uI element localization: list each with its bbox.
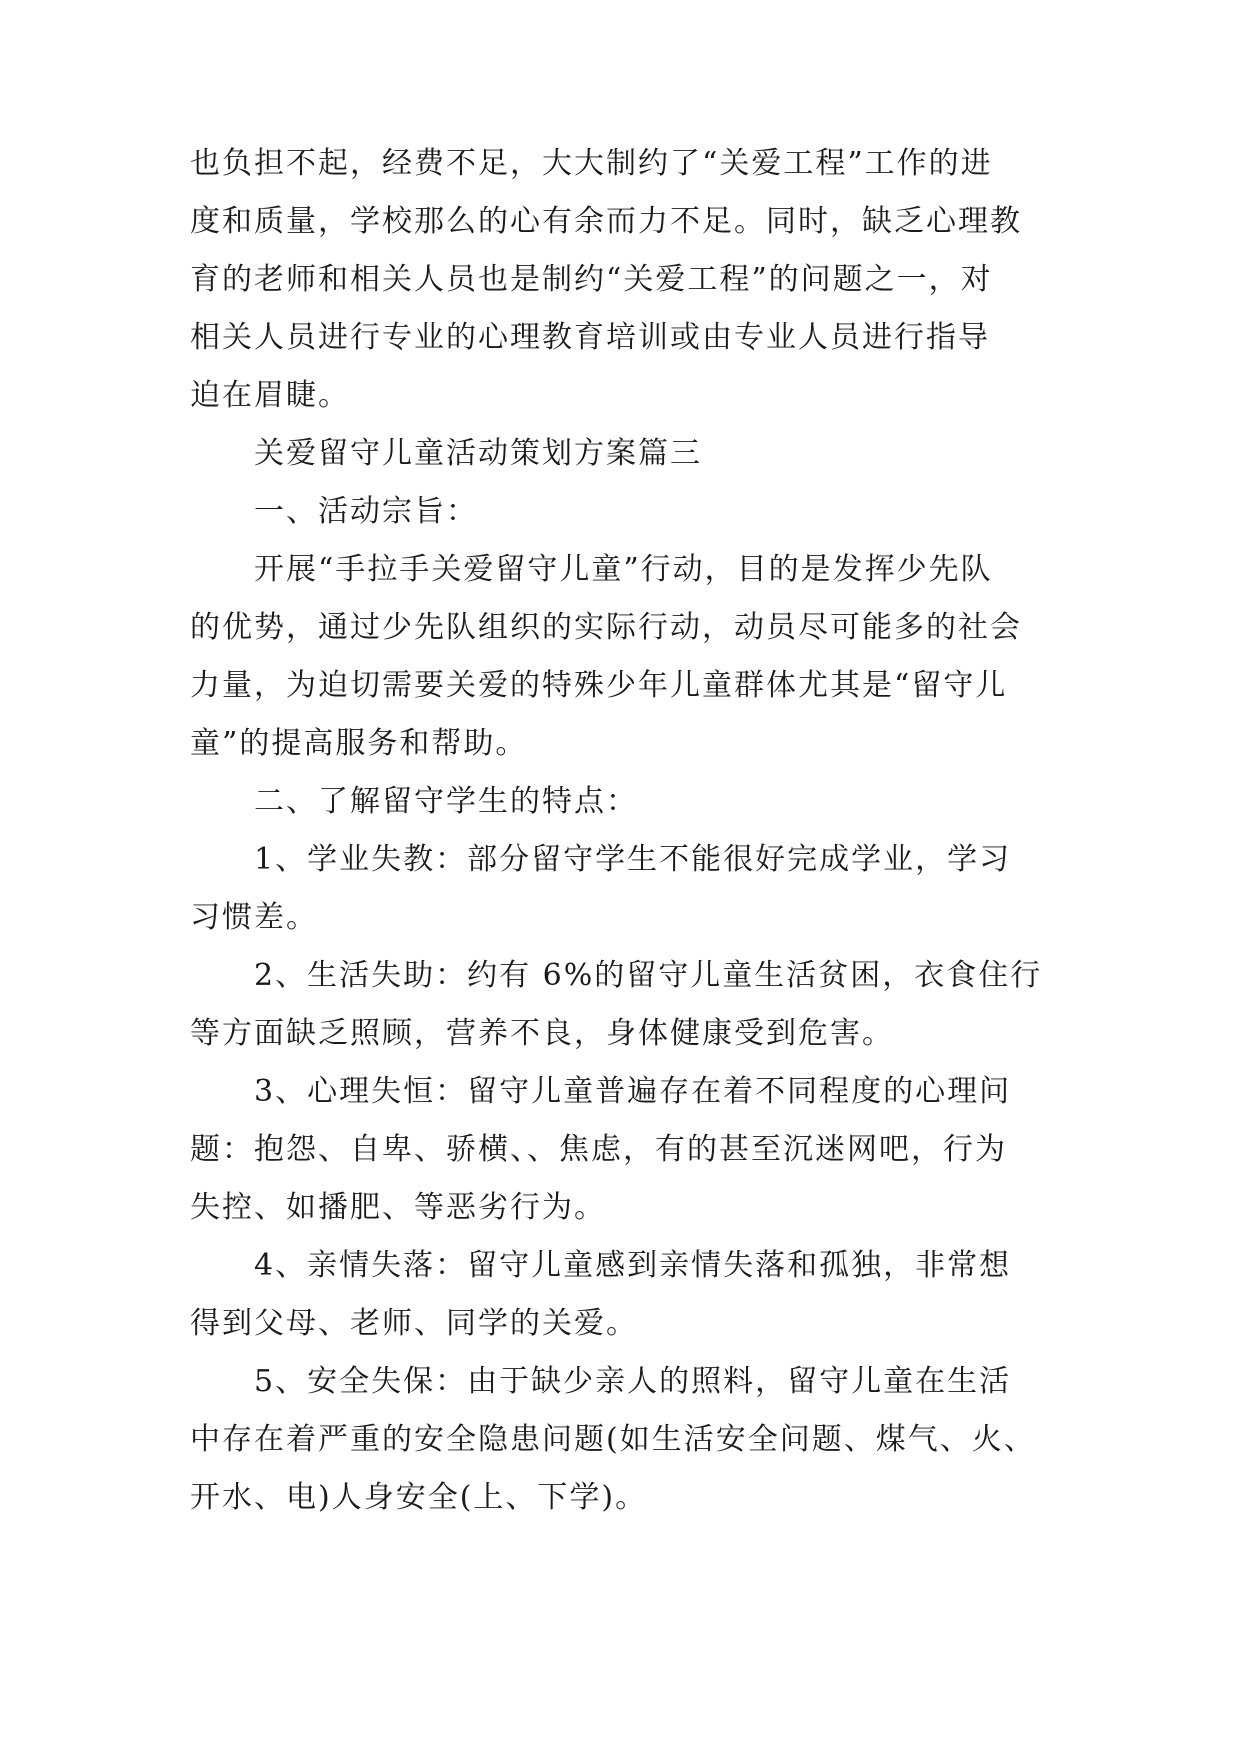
- list-item-line: 中存在着严重的安全隐患问题(如生活安全问题、煤气、火、: [190, 1422, 1036, 1457]
- paragraph-line: 开展“手拉手关爱留守儿童”行动，目的是发挥少先队: [254, 552, 993, 587]
- paragraph-line: 相关人员进行专业的心理教育培训或由专业人员进行指导: [190, 320, 990, 355]
- paragraph-line: 的优势，通过少先队组织的实际行动，动员尽可能多的社会: [190, 610, 1022, 645]
- list-item-line: 习惯差。: [190, 900, 318, 935]
- list-item-line: 4、亲情失落：留守儿童感到亲情失落和孤独，非常想: [254, 1248, 1012, 1283]
- list-item-line: 1、学业失教：部分留守学生不能很好完成学业，学习: [254, 842, 1012, 877]
- list-item-line: 等方面缺乏照顾，营养不良，身体健康受到危害。: [190, 1016, 894, 1051]
- list-item-line: 2、生活失助：约有 6%的留守儿童生活贫困，衣食住行: [254, 958, 1043, 993]
- paragraph-line: 也负担不起，经费不足，大大制约了“关爱工程”工作的进: [190, 146, 993, 181]
- list-item-line: 开水、电)人身安全(上、下学)。: [190, 1480, 648, 1515]
- list-item-line: 得到父母、老师、同学的关爱。: [190, 1306, 638, 1341]
- paragraph-line: 迫在眉睫。: [190, 378, 350, 413]
- list-item-line: 题：抱怨、自卑、骄横、、焦虑，有的甚至沉迷网吧，行为: [190, 1132, 1007, 1167]
- section-title: 关爱留守儿童活动策划方案篇三: [254, 436, 702, 471]
- list-item-line: 3、心理失恒：留守儿童普遍存在着不同程度的心理问: [254, 1074, 1012, 1109]
- list-item-line: 5、安全失保：由于缺少亲人的照料，留守儿童在生活: [254, 1364, 1012, 1399]
- list-item-line: 失控、如播肥、等恶劣行为。: [190, 1190, 606, 1225]
- paragraph-line: 度和质量，学校那么的心有余而力不足。同时，缺乏心理教: [190, 204, 1022, 239]
- paragraph-line: 力量，为迫切需要关爱的特殊少年儿童群体尤其是“留守儿: [190, 668, 1008, 703]
- paragraph-line: 童”的提高服务和帮助。: [190, 726, 528, 761]
- paragraph-line: 育的老师和相关人员也是制约“关爱工程”的问题之一，对: [190, 262, 993, 297]
- section-heading: 一、活动宗旨：: [254, 494, 478, 529]
- section-heading: 二、了解留守学生的特点：: [254, 784, 638, 819]
